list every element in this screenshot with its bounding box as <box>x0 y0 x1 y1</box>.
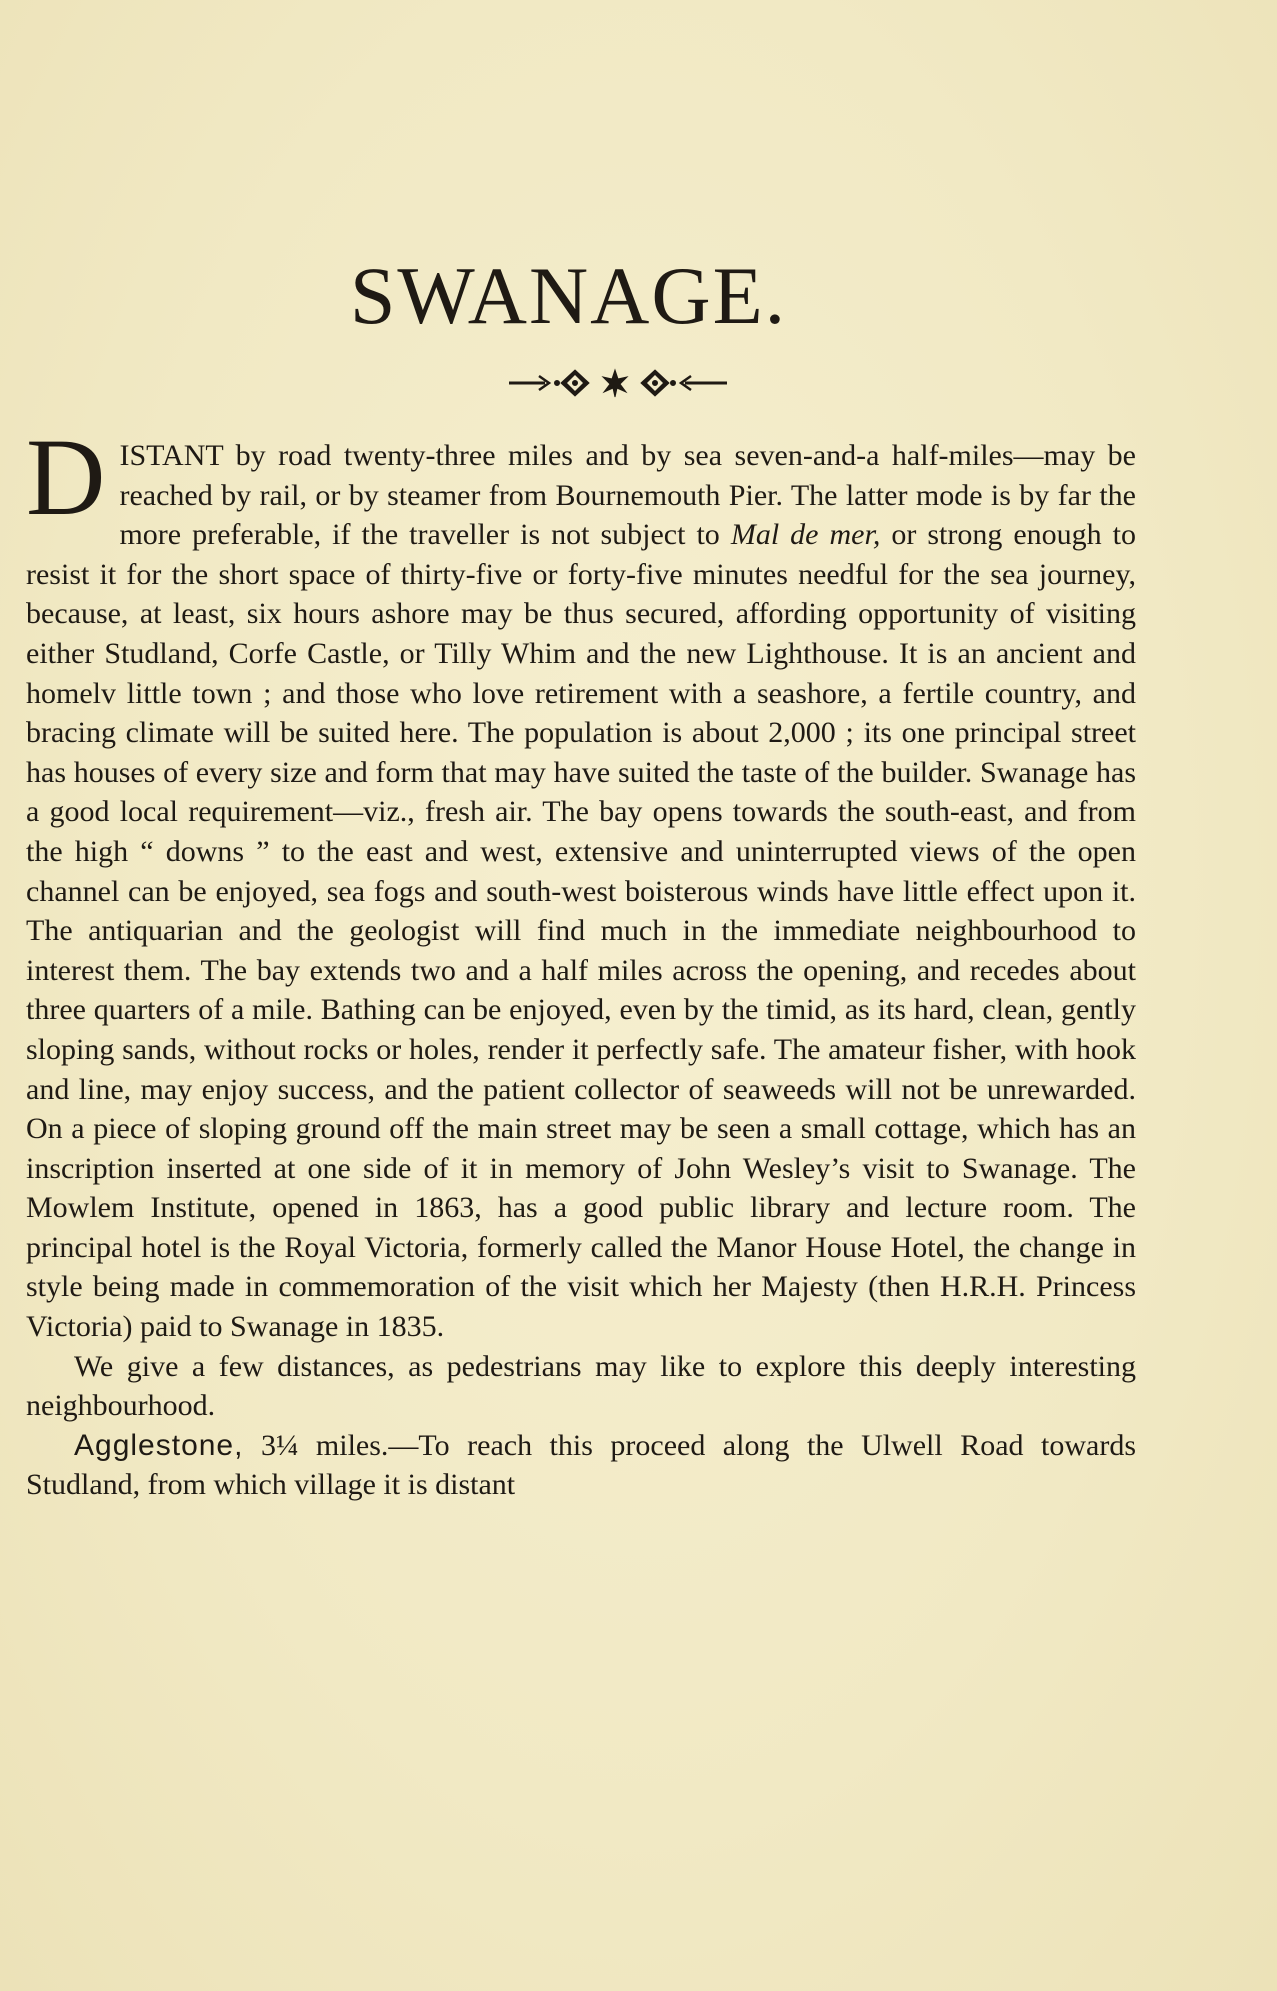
intro-text-rest: or strong enough to resist it for the short space of thirty-five or forty-five minutes needful for the sea journey, because, at least, six hours ashore may be thus secured, affording opportunity of visiting either Studland, Corfe Castle, or Tilly Whim and the new Lighthouse. It is an ancient and homelv little town ; and those who love retirement with a seashore, a fertile country, and bracing climate will be suited here. The population is about 2,000 ; its one principal street has houses of every size and form that may have suited the taste of the builder. Swanage has a good local requirement—viz., fresh air. The bay opens towards the south-east, and from the high “ downs ” to the east and west, extensive and uninterrupted views of the open channel can be enjoyed, sea fogs and south-west boisterous winds have little effect upon it. The antiquarian and the geologist will find much in the immediate neighbourhood to interest them. The bay extends two and a half miles across the opening, and recedes about three quarters of a mile. Bathing can be enjoyed, even by the timid, as its hard, clean, gently sloping sands, without rocks or holes, render it perfectly safe. The amateur fisher, with hook and line, may enjoy success, and the patient collector of seaweeds will not be unrewarded. On a piece of sloping ground off the main street may be seen a small cottage, which has an inscription inserted at one side of it in memory of John Wesley’s visit to Swanage. The Mowlem Institute, opened in 1863, has a good public library and lecture room. The principal hotel is the Royal Victoria, formerly called the Manor House Hotel, the change in style being made in commemoration of the visit which her Majesty (then H.R.H. Princess Victoria) paid to Swanage in 1835. <box>26 518 1137 1344</box>
paragraph-agglestone <box>26 1426 1136 1505</box>
place-name: Agglestone, <box>74 1428 244 1462</box>
fleuron-ornament-icon <box>505 364 735 400</box>
drop-cap: D <box>26 416 106 538</box>
page-title: SWANAGE. <box>349 250 788 341</box>
paragraph-distances: We give a few distances, as pedestrians may like to explore this deeply interesting neighbourhood. <box>26 1349 1136 1423</box>
article-body <box>26 416 1137 1505</box>
agglestone-text: 3¼ miles.—To reach this proceed along the Ulwell Road towards Studland, from which village it is distant <box>26 1428 1136 1502</box>
paragraph-intro <box>26 416 1137 1347</box>
intro-text-lead: ISTANT by road twenty-three miles and by sea seven-and-a half-miles—may be reached by rail, or by steamer from Bournemouth Pier. The latter mode is by far the more preferable, if the traveller is not subject to <box>119 439 1136 552</box>
intro-italic-phrase: Mal de mer, <box>730 518 881 552</box>
